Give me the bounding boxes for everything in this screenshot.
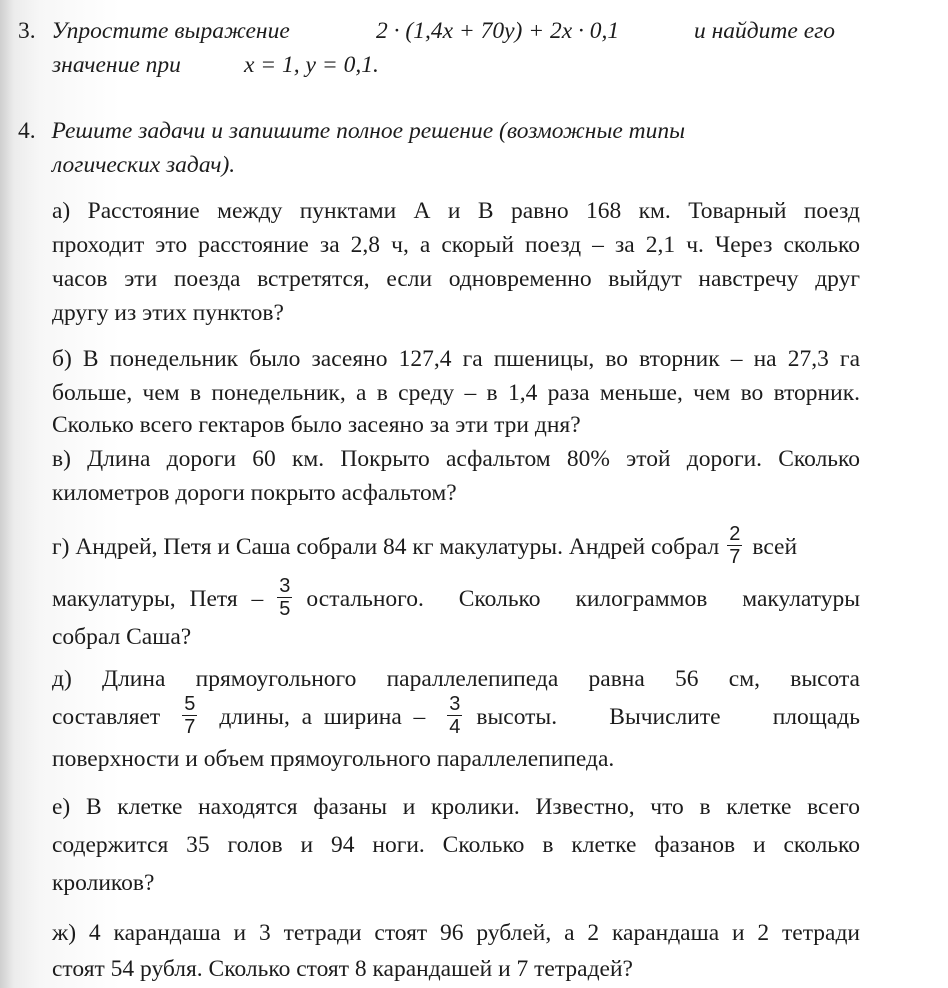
problem-d-line2-start: составляет bbox=[52, 704, 161, 730]
problem-a-line3: часов эти поезда встретятся, если одновременно выйдут навстречу друг bbox=[52, 266, 860, 292]
fraction-denominator: 7 bbox=[184, 715, 196, 738]
problem-g-line3: собрал Саша? bbox=[52, 624, 192, 650]
problem-g-line1-text: г) Андрей, Петя и Саша собрали 84 кг макулатуры. Андрей собрал bbox=[52, 534, 720, 560]
problem-d-line1: д) Длина прямоугольного параллелепипеда равна 56 см, высота bbox=[52, 666, 860, 692]
task3-line2-label: значение при bbox=[52, 52, 181, 78]
fraction-denominator: 7 bbox=[729, 545, 741, 568]
problem-v-line2: километров дороги покрыто асфальтом? bbox=[52, 480, 457, 506]
problem-b-line1: б) В понедельник было засеяно 127,4 га пшеницы, во вторник – на 27,3 га bbox=[52, 346, 860, 372]
fraction-numerator: 3 bbox=[279, 574, 291, 597]
problem-e-line1: е) В клетке находятся фазаны и кролики. Известно, что в клетке всего bbox=[52, 794, 860, 820]
problem-zh-line2: стоят 54 рубля. Сколько стоят 8 карандашей и 7 тетрадей? bbox=[52, 956, 633, 982]
task3-line2-values: x = 1, y = 0,1. bbox=[244, 52, 379, 78]
fraction-numerator: 5 bbox=[184, 692, 196, 715]
problem-g-line1-end: всей bbox=[752, 534, 798, 560]
task4-heading-text: Решите задачи и запишите полное решение (возможные типы bbox=[51, 118, 686, 144]
problem-b-line3: Сколько всего гектаров было засеяно за эти три дня? bbox=[52, 412, 581, 438]
problem-a-line1: а) Расстояние между пунктами А и В равно 168 км. Товарный поезд bbox=[52, 198, 860, 224]
problem-g-line1 bbox=[52, 524, 860, 570]
fraction-5-7 bbox=[182, 694, 197, 737]
problem-a-line2: проходит это расстояние за 2,8 ч, а скорый поезд – за 2,1 ч. Через сколько bbox=[52, 232, 860, 258]
problem-d-line2-end: высоты. Вычислите площадь bbox=[476, 704, 860, 730]
problem-d-line2-mid: длины, а ширина – bbox=[219, 704, 426, 730]
task3-prompt-end: и найдите его bbox=[694, 18, 836, 44]
problem-e-line3: кроликов? bbox=[52, 870, 155, 896]
task4-heading-line1 bbox=[18, 116, 685, 146]
problem-e-line2: содержится 35 голов и 94 ноги. Сколько в клетке фазанов и сколько bbox=[52, 832, 860, 858]
task4-number: 4. bbox=[18, 118, 36, 144]
problem-v-line1: в) Длина дороги 60 км. Покрыто асфальтом 80% этой дороги. Сколько bbox=[52, 446, 860, 472]
task3-prompt: Упростите выражение bbox=[51, 18, 290, 44]
problem-d-line3: поверхности и объем прямоугольного параллелепипеда. bbox=[52, 746, 615, 772]
task3-number: 3. bbox=[18, 18, 36, 44]
problem-g-line2 bbox=[52, 576, 860, 622]
fraction-numerator: 3 bbox=[449, 692, 461, 715]
fraction-denominator: 5 bbox=[279, 597, 291, 620]
problem-g-line2-end: остального. Сколько килограммов макулатуры bbox=[306, 586, 860, 612]
fraction-3-5 bbox=[277, 576, 292, 619]
task4-heading-line2: логических задач). bbox=[52, 152, 236, 178]
problem-g-line2-text: макулатуры, Петя – bbox=[52, 586, 264, 612]
problem-b-line2: больше, чем в понедельник, а в среду – в 1,4 раза меньше, чем во вторник. bbox=[52, 380, 860, 406]
task3-line1 bbox=[18, 16, 290, 46]
task3-expression: 2 · (1,4x + 70y) + 2x · 0,1 bbox=[376, 18, 620, 44]
problem-a-line4: другу из этих пунктов? bbox=[52, 300, 284, 326]
fraction-2-7 bbox=[727, 524, 742, 567]
problem-zh-line1: ж) 4 карандаша и 3 тетради стоят 96 рублей, а 2 карандаша и 2 тетради bbox=[52, 920, 860, 946]
problem-d-line2 bbox=[52, 694, 860, 740]
fraction-3-4 bbox=[447, 694, 462, 737]
fraction-numerator: 2 bbox=[729, 522, 741, 545]
fraction-denominator: 4 bbox=[449, 715, 461, 738]
